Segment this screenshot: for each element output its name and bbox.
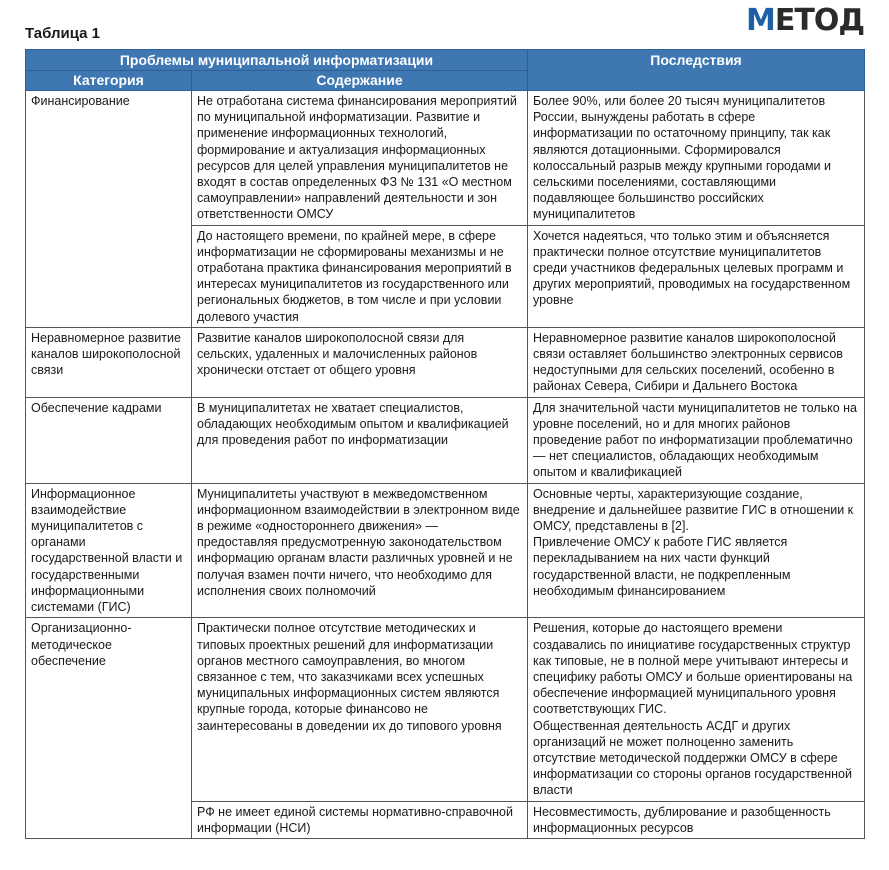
category-text: Информационное взаимодействие муниципалитетов с органами государственной власти и государственными информационными системами (ГИС) — [31, 486, 183, 615]
content-cell — [192, 397, 528, 483]
table-caption: Таблица 1 — [25, 25, 101, 42]
consequence-cell — [528, 91, 865, 226]
category-text: Финансирование — [31, 94, 130, 108]
table-row — [26, 91, 865, 226]
content-text: До настоящего времени, по крайней мере, в сфере информатизации не сформированы механизмы и не отработана практика финансирования мероприятий в интересах муниципалитетов из государственного или региональных бюджетов, в том числе и при условии долевого участия — [197, 228, 512, 324]
consequence-text: Несовместимость, дублирование и разобщенность информационных ресурсов — [533, 804, 831, 835]
consequence-text: Решения, которые до настоящего времени создавались по инициативе государственных структур как типовые, не в полной мере учитывают интересы и специфику работы ОМСУ и больше ориентированы на обеспечение информацией муниципального уровня соответствующих ГИС. Общественная деятельность АСДГ и других организаций не может полноценно заменить отсутствие методической поддержки ОМСУ в сфере информатизации со стороны органов государственной власти — [533, 621, 853, 798]
category-text: Организационно-методическое обеспечение — [31, 621, 132, 668]
consequence-text: Неравномерное развитие каналов широкополосной связи оставляет большинство электронных сервисов недоступными для сельских поселений, особенно в районах Севера, Сибири и Дальнего Востока — [533, 330, 843, 394]
consequence-text: Более 90%, или более 20 тысяч муниципалитетов России, вынуждены работать в сфере информатизации по остаточному принципу, так как являются дотационными. Сформировался колоссальный разрыв между крупными городами и сельскими поселениями, составляющими подавляющее большинство российских муниципалитетов — [533, 94, 831, 222]
content-cell — [192, 483, 528, 618]
consequence-cell — [528, 225, 865, 327]
category-cell — [26, 397, 192, 483]
consequence-cell — [528, 327, 865, 397]
category-cell — [26, 327, 192, 397]
header-category: Категория — [26, 71, 192, 91]
consequence-cell — [528, 618, 865, 801]
header-problems: Проблемы муниципальной информатизации — [26, 50, 528, 71]
content-cell — [192, 225, 528, 327]
content-text: Практически полное отсутствие методических и типовых проектных решений для информатизации органов местного самоуправления, во многом связанное с тем, что заказчиками всех успешных муниципальных информационных систем являются крупные города, которые финансово не заинтересованы в доведении их до типового уровня — [197, 621, 502, 733]
category-cell — [26, 618, 192, 839]
category-text: Неравномерное развитие каналов широкополосной связи — [31, 330, 181, 378]
content-text: В муниципалитетах не хватает специалистов, обладающих необходимым опытом и квалификацией для проведения работ по информатизации — [197, 400, 509, 448]
content-text: Развитие каналов широкополосной связи для сельских, удаленных и малочисленных районов хронически отстает от общего уровня — [197, 330, 478, 378]
table-row — [26, 397, 865, 483]
content-text: РФ не имеет единой системы нормативно-справочной информации (НСИ) — [197, 804, 513, 835]
consequence-cell — [528, 801, 865, 838]
consequence-text: Для значительной части муниципалитетов не только на уровне поселений, но и для многих районов проведение работ по информатизации проблематично — нет специалистов, обладающих необходимым опытом и квалификацией — [533, 400, 858, 480]
table-row — [26, 618, 865, 801]
content-cell — [192, 801, 528, 838]
content-text: Муниципалитеты участвуют в межведомственном информационном взаимодействии в электронном виде в режиме «одностороннего движения» — предоставляя предусмотренную законодательством информацию органам власти различных уровней и не получая взамен почти ничего, что необходимо для исполнения своих полномочий — [197, 486, 520, 598]
consequence-cell — [528, 397, 865, 483]
content-cell — [192, 91, 528, 226]
category-cell — [26, 91, 192, 328]
header-consequences: Последствия — [528, 50, 865, 91]
consequence-text: Основные черты, характеризующие создание, внедрение и дальнейшее развитие ГИС в отношении к ОМСУ, представлены в [2]. Привлечение ОМСУ к работе ГИС является перекладыванием на них части функций государственной власти, не подкрепленным необходимым финансированием — [533, 486, 854, 598]
content-text: Не отработана система финансирования мероприятий по муниципальной информатизации. Развитие и применение информационных технологий, формирование и актуализация информационных ресурсов для целей управления муниципалитетов не входят в состав определенных ФЗ № 131 «О местном самоуправлении» направлений деятельности и зон ответственности ОМСУ — [197, 94, 517, 222]
consequence-cell — [528, 483, 865, 618]
content-cell — [192, 327, 528, 397]
problems-table — [25, 49, 865, 839]
content-cell — [192, 618, 528, 801]
metod-logo: МЕТОД — [746, 3, 865, 38]
category-cell — [26, 483, 192, 618]
table-row — [26, 483, 865, 618]
category-text: Обеспечение кадрами — [31, 400, 162, 415]
table-row — [26, 327, 865, 397]
consequence-text: Хочется надеяться, что только этим и объясняется практически полное отсутствие муниципалитетов среди участников федеральных целевых программ и других мероприятий, проводимых на государственном уровне — [533, 228, 851, 308]
header-content: Содержание — [192, 71, 528, 91]
